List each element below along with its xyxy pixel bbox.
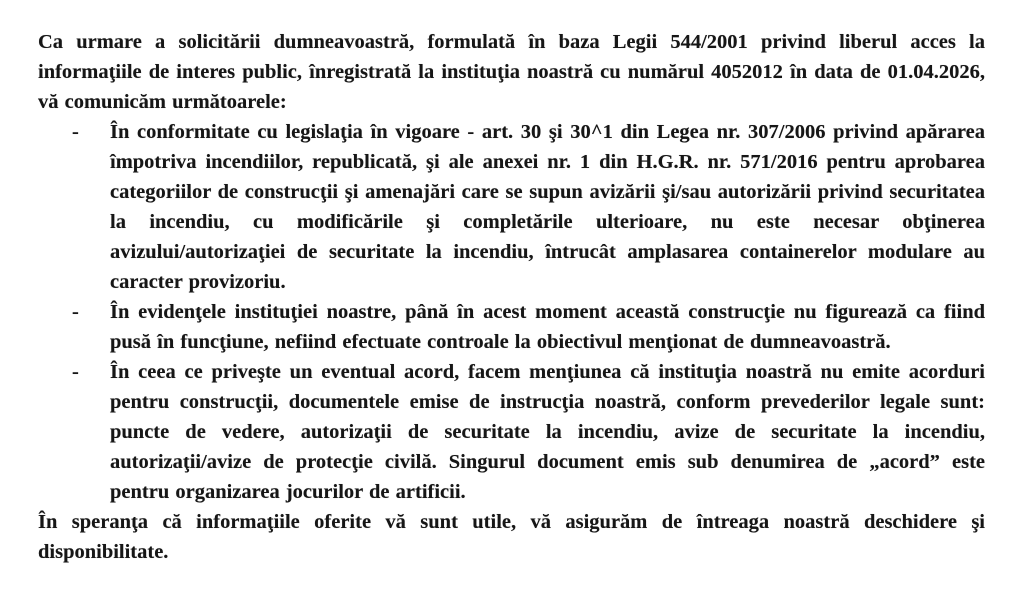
list-item [38, 297, 985, 357]
list-item [38, 357, 985, 507]
bullet-dash: - [72, 121, 79, 143]
closing-paragraph: În speranţa că informaţiile oferite vă sunt utile, vă asigurăm de întreaga noastră deschidere şi disponibilitate. [38, 511, 985, 563]
bullet-text: În evidenţele instituţiei noastre, până în acest moment această construcţie nu figurează ca fiind pusă în funcţiune, nefiind efectuate controale la obiectivul menţionat de dumneavoastră. [110, 301, 985, 353]
bullet-text: În ceea ce priveşte un eventual acord, facem menţiunea că instituţia noastră nu emite acorduri pentru construcţii, documentele emise de instrucţia noastră, conform prevederilor legale sunt: puncte de vedere, autorizaţii de securitate la incendiu, avize de securitate la incendiu, autorizaţii/avize de protecţie civilă. Singurul document emis sub denumirea de „acord” este pentru organizarea jocurilor de artificii. [110, 361, 985, 503]
list-item [38, 117, 985, 297]
bullet-list [38, 117, 985, 507]
bullet-text: În conformitate cu legislaţia în vigoare - art. 30 şi 30^1 din Legea nr. 307/2006 privind apărarea împotriva incendiilor, republicată, şi ale anexei nr. 1 din H.G.R. nr. 571/2016 pentru aprobarea categoriilor de construcţii şi amenajări care se supun avizării şi/sau autorizării privind securitatea la incendiu, cu modificările şi completările ulterioare, nu este necesar obţinerea avizului/autorizaţiei de securitate la incendiu, întrucât amplasarea containerelor modulare au caracter provizoriu. [110, 121, 985, 293]
intro-paragraph: Ca urmare a solicitării dumneavoastră, formulată în baza Legii 544/2001 privind liberul acces la informaţiile de interes public, înregistrată la instituţia noastră cu numărul 4052012 în data de 01.04.2026, vă comunicăm următoarele: [38, 31, 985, 113]
bullet-dash: - [72, 361, 79, 383]
bullet-dash: - [72, 301, 79, 323]
